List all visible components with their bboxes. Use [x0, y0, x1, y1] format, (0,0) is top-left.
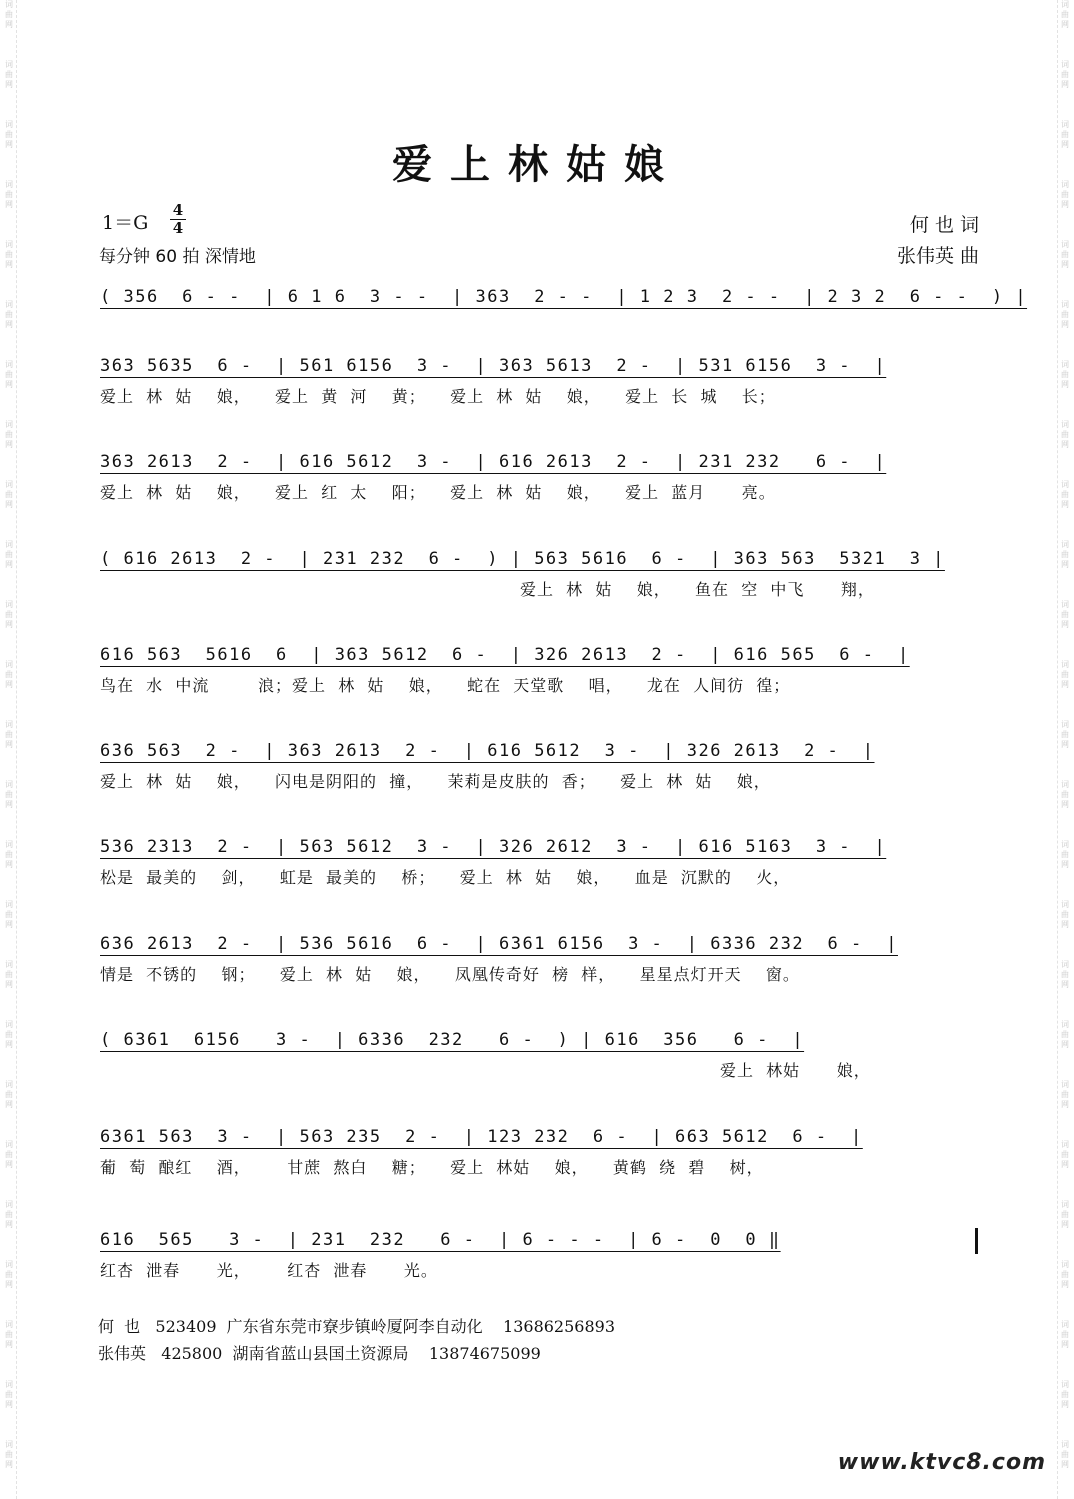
- notation-line: 616 563 5616 6 | 363 5612 6 - | 326 2613 2 - | 616 565 6 - |: [100, 645, 910, 665]
- lyric-line: 葡 萄 酿红 酒， 甘蔗 熬白 糖； 爱上 林姑 娘， 黄鹤 绕 碧 树，: [100, 1158, 764, 1177]
- notation-line: ( 6361 6156 3 - | 6336 232 6 - ) | 616 356 6 - |: [100, 1030, 805, 1050]
- meter-top: 4: [172, 201, 184, 219]
- notation-line: 363 5635 6 - | 561 6156 3 - | 363 5613 2 - | 531 6156 3 - |: [100, 356, 887, 376]
- final-barline: [975, 1228, 978, 1254]
- lyric-line: 爱上 林 姑 娘， 鱼在 空 中飞 翔，: [520, 580, 875, 599]
- lyric-line: 爱上 林 姑 娘， 爱上 红 太 阳； 爱上 林 姑 娘， 爱上 蓝月 亮。: [100, 483, 776, 502]
- notation-line: 616 565 3 - | 231 232 6 - | 6 - - - | 6 - 0 0 ‖: [100, 1230, 781, 1250]
- key-signature: 1＝G: [102, 212, 149, 234]
- notation-line: 6361 563 3 - | 563 235 2 - | 123 232 6 - | 663 5612 6 - |: [100, 1127, 863, 1147]
- lyric-line: 爱上 林姑 娘，: [720, 1061, 871, 1080]
- lyric-line: 情是 不锈的 钢； 爱上 林 姑 娘， 凤凰传奇好 榜 样， 星星点灯开天 窗。: [100, 965, 800, 984]
- notation-line: ( 356 6 - - | 6 1 6 3 - - | 363 2 - - | 1 2 3 2 - - | 2 3 2 6 - - ) |: [100, 287, 1028, 307]
- meter-bottom: 4: [172, 219, 184, 237]
- score-system: [100, 282, 1028, 362]
- score-system: [100, 640, 980, 720]
- notation-line: 636 2613 2 - | 536 5616 6 - | 6361 6156 3 - | 6336 232 6 - |: [100, 934, 898, 954]
- notation-line: ( 616 2613 2 - | 231 232 6 - ) | 563 5616 6 - | 363 563 5321 3 |: [100, 549, 945, 569]
- song-title: 爱上林姑娘: [392, 141, 682, 188]
- lyric-line: 松是 最美的 剑， 虹是 最美的 桥； 爱上 林 姑 娘， 血是 沉默的 火，: [100, 868, 791, 887]
- lyric-line: 爱上 林 姑 娘， 闪电是阴阳的 撞， 茉莉是皮肤的 香； 爱上 林 姑 娘，: [100, 772, 771, 791]
- score-system: [100, 351, 980, 431]
- score-system: [100, 929, 980, 1009]
- composer-credit: 张伟英 曲: [896, 245, 979, 267]
- tempo-marking: 每分钟 60 拍 深情地: [99, 247, 256, 267]
- time-signature: [170, 203, 186, 236]
- lyric-line: 爱上 林 姑 娘， 爱上 黄 河 黄； 爱上 林 姑 娘， 爱上 长 城 长；: [100, 387, 776, 406]
- score-system: [100, 1025, 980, 1105]
- side-watermark-left: 词曲网 词曲网 词曲网 词曲网 词曲网 词曲网 词曲网 词曲网 词曲网 词曲网 词曲网 词曲网 词曲网 词曲网 词曲网 词曲网 词曲网 词曲网 词曲网 词曲网 词曲网 词曲网 词曲网 词曲网 词曲网: [2, 0, 17, 1499]
- side-watermark-right: 词曲网 词曲网 词曲网 词曲网 词曲网 词曲网 词曲网 词曲网 词曲网 词曲网 词曲网 词曲网 词曲网 词曲网 词曲网 词曲网 词曲网 词曲网 词曲网 词曲网 词曲网 词曲网 词曲网 词曲网 词曲网: [1057, 0, 1072, 1499]
- lyric-line: 红杏 泄春 光， 红杏 泄春 光。: [100, 1261, 438, 1280]
- contact-line-composer: 张伟英 425800 湖南省蓝山县国土资源局 13874675099: [98, 1344, 541, 1363]
- notation-line: 536 2313 2 - | 563 5612 3 - | 326 2612 3 - | 616 5163 3 - |: [100, 837, 887, 857]
- score-system: [100, 447, 980, 527]
- score-system: [100, 544, 980, 624]
- contact-line-lyricist: 何 也 523409 广东省东莞市寮步镇岭厦阿李自动化 13686256893: [98, 1317, 616, 1336]
- lyricist-credit: 何 也 词: [909, 214, 979, 236]
- notation-line: 636 563 2 - | 363 2613 2 - | 616 5612 3 - | 326 2613 2 - |: [100, 741, 875, 761]
- score-system: [100, 1122, 980, 1202]
- score-system: [100, 1225, 980, 1305]
- notation-line: 363 2613 2 - | 616 5612 3 - | 616 2613 2 - | 231 232 6 - |: [100, 452, 887, 472]
- score-system: [100, 832, 980, 912]
- lyric-line: 鸟在 水 中流 浪；爱上 林 姑 娘， 蛇在 天堂歌 唱， 龙在 人间彷 徨；: [100, 676, 791, 695]
- score-system: [100, 736, 980, 816]
- site-watermark: www.ktvc8.com: [837, 1450, 1046, 1475]
